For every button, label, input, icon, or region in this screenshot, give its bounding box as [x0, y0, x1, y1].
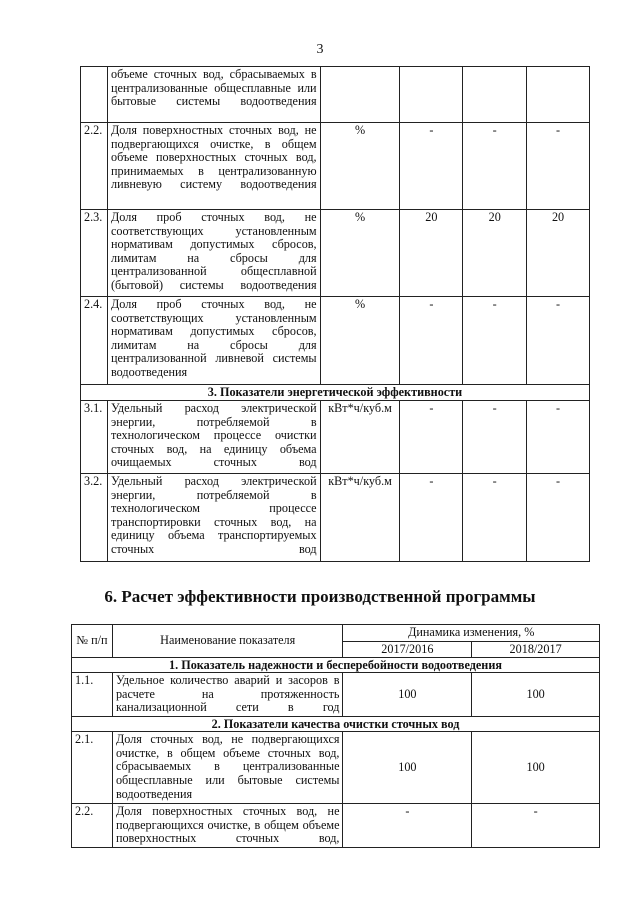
value-cell: -: [400, 474, 463, 562]
value-cell: -: [527, 401, 590, 474]
table-row: [81, 401, 590, 474]
value-cell: -: [463, 297, 527, 385]
row-number: 2.4.: [81, 297, 108, 385]
table-row: [72, 804, 600, 848]
value-cell: [527, 67, 590, 123]
value-cell: -: [463, 401, 527, 474]
value-cell: -: [472, 804, 600, 848]
value-cell: 100: [343, 673, 472, 717]
row-number: 3.1.: [81, 401, 108, 474]
header-name: Наименование показателя: [112, 625, 343, 658]
table-row: [72, 673, 600, 717]
value-cell: 100: [472, 673, 600, 717]
section-title: 2. Показатели качества очистки сточных вод: [72, 717, 600, 732]
indicator-name: Доля поверхностных сточных вод, не подвергающихся очистке, в общем объеме поверхностных сточных вод,: [112, 804, 343, 848]
value-cell: -: [527, 474, 590, 562]
value-cell: -: [527, 123, 590, 210]
value-cell: [400, 67, 463, 123]
indicator-name: Удельный расход электрической энергии, потребляемой в технологическом процессе транспортировки сточных вод, на единицу объема транспортируемых сточных вод: [107, 474, 320, 562]
row-number: 3.2.: [81, 474, 108, 562]
value-cell: -: [400, 297, 463, 385]
value-cell: 100: [472, 732, 600, 804]
row-number: [81, 67, 108, 123]
indicators-table: [80, 66, 590, 562]
row-number: 2.3.: [81, 210, 108, 297]
value-cell: 20: [400, 210, 463, 297]
page-number: 3: [316, 42, 324, 57]
header-year: 2018/2017: [472, 641, 600, 658]
unit-cell: %: [320, 123, 400, 210]
section-row: [81, 385, 590, 401]
indicator-name: Доля поверхностных сточных вод, не подвергающихся очистке, в общем объеме поверхностных сточных вод, принимаемых в централизованную ливневую систему водоотведения: [107, 123, 320, 210]
header-row: [72, 625, 600, 642]
value-cell: -: [400, 123, 463, 210]
row-number: 2.2.: [72, 804, 113, 848]
unit-cell: кВт*ч/куб.м: [320, 401, 400, 474]
value-cell: 100: [343, 732, 472, 804]
indicator-name: Доля проб сточных вод, не соответствующих установленным нормативам допустимых сбросов, лимитам на сбросы для централизованной ливневой системы водоотведения: [107, 297, 320, 385]
table-row: [81, 297, 590, 385]
table-row: [81, 67, 590, 123]
value-cell: -: [400, 401, 463, 474]
indicator-name: Доля проб сточных вод, не соответствующих установленным нормативам допустимых сбросов, лимитам на сбросы для централизованной общесплавной (бытовой) системы водоотведения: [107, 210, 320, 297]
header-year: 2017/2016: [343, 641, 472, 658]
row-number: 1.1.: [72, 673, 113, 717]
section-heading: 6. Расчет эффективности производственной программы: [104, 587, 536, 606]
section-title: 3. Показатели энергетической эффективности: [81, 385, 590, 401]
value-cell: -: [527, 297, 590, 385]
table-row: [81, 474, 590, 562]
value-cell: 20: [527, 210, 590, 297]
indicator-name: объеме сточных вод, сбрасываемых в централизованные общесплавные или бытовые системы водоотведения: [107, 67, 320, 123]
value-cell: -: [463, 474, 527, 562]
row-number: 2.2.: [81, 123, 108, 210]
value-cell: [463, 67, 527, 123]
value-cell: -: [463, 123, 527, 210]
indicator-name: Удельное количество аварий и засоров в расчете на протяженность канализационной сети в год: [112, 673, 343, 717]
header-dynamics: Динамика изменения, %: [343, 625, 600, 642]
section-row: [72, 658, 600, 673]
indicator-name: Доля сточных вод, не подвергающихся очистке, в общем объеме сточных вод, сбрасываемых в централизованные общесплавные или бытовые системы водоотведения: [112, 732, 343, 804]
section-row: [72, 717, 600, 732]
header-number: № п/п: [72, 625, 113, 658]
indicator-name: Удельный расход электрической энергии, потребляемой в технологическом процессе очистки сточных вод, на единицу объема очищаемых сточных вод: [107, 401, 320, 474]
section-title: 1. Показатель надежности и бесперебойности водоотведения: [72, 658, 600, 673]
table-row: [81, 123, 590, 210]
value-cell: 20: [463, 210, 527, 297]
table-row: [81, 210, 590, 297]
row-number: 2.1.: [72, 732, 113, 804]
efficiency-table: [71, 624, 600, 848]
table-row: [72, 732, 600, 804]
unit-cell: %: [320, 210, 400, 297]
unit-cell: [320, 67, 400, 123]
value-cell: -: [343, 804, 472, 848]
unit-cell: кВт*ч/куб.м: [320, 474, 400, 562]
unit-cell: %: [320, 297, 400, 385]
